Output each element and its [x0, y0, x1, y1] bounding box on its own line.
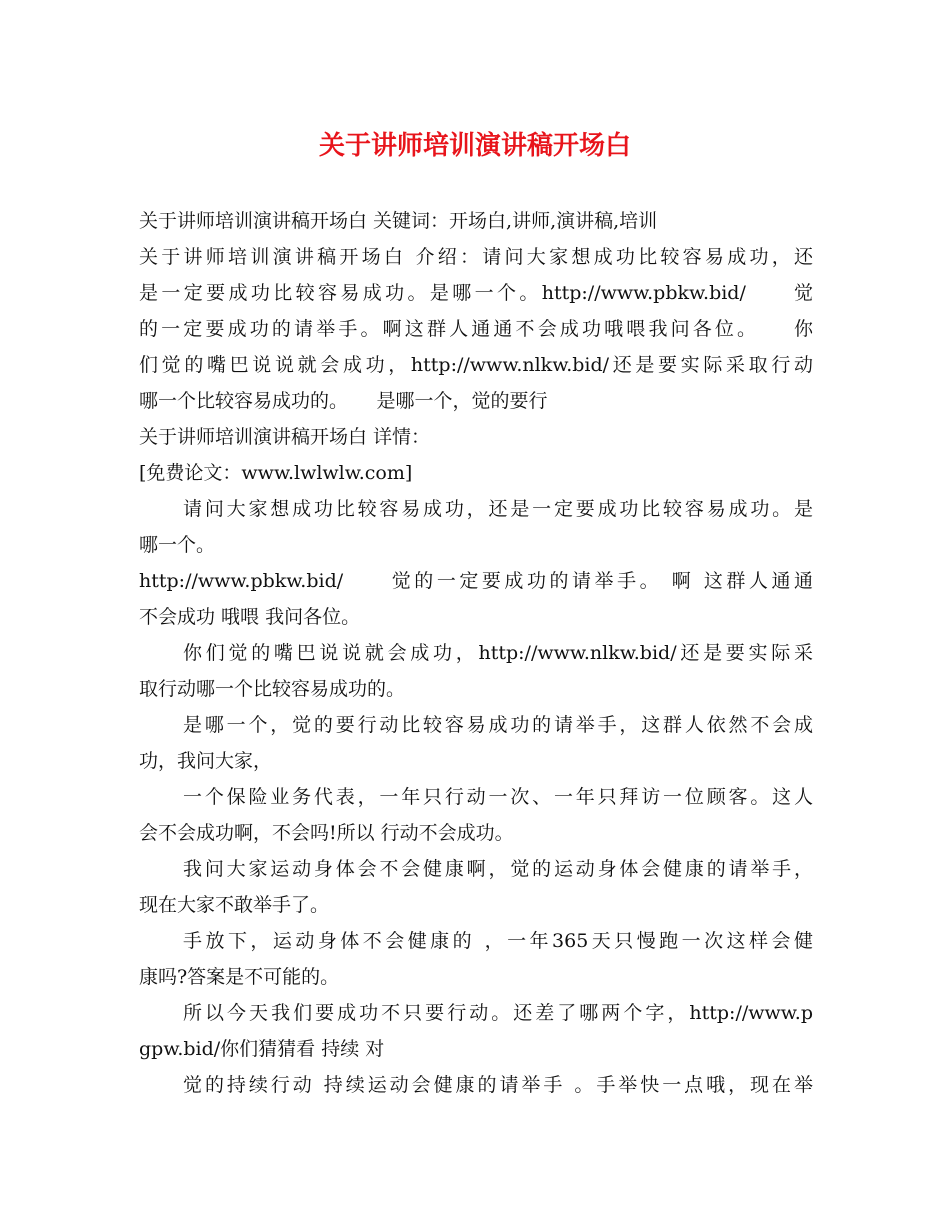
text-line: 我问大家运动身体会不会健康啊，觉的运动身体会健康的请举手， — [183, 858, 813, 880]
text-line: [免费论文：www.lwlwlw.com] — [139, 462, 413, 484]
text-line: 觉的持续行动 持续运动会健康的请举手 。手举快一点哦，现在举 — [183, 1074, 813, 1096]
text-line: http://www.pbkw.bid/ 觉的一定要成功的请举手。 啊 这群人通通 — [139, 570, 813, 592]
text-line: 请问大家想成功比较容易成功，还是一定要成功比较容易成功。是 — [183, 498, 813, 520]
text-line: gpw.bid/你们猜猜看 持续 对 — [139, 1038, 385, 1060]
text-line: 关于讲师培训演讲稿开场白 详情： — [139, 426, 431, 448]
text-line: 康吗?答案是不可能的。 — [139, 966, 340, 988]
text-line: 是一定要成功比较容易成功。是哪一个。http://www.pbkw.bid/ 觉 — [139, 282, 813, 304]
text-line: 是哪一个，觉的要行动比较容易成功的请举手，这群人依然不会成 — [183, 714, 813, 736]
text-line: 关于讲师培训演讲稿开场白 关键词：开场白,讲师,演讲稿,培训 — [139, 210, 658, 232]
text-line: 不会成功 哦喂 我问各位。 — [139, 606, 361, 628]
text-line: 哪一个。 — [139, 534, 216, 556]
document-title: 关于讲师培训演讲稿开场白 — [318, 131, 631, 161]
text-line: 现在大家不敢举手了。 — [139, 894, 330, 916]
text-line: 功，我问大家， — [139, 750, 273, 772]
text-line: 的一定要成功的请举手。啊这群人通通不会成功哦喂我问各位。 你 — [139, 318, 813, 340]
text-line: 一个保险业务代表，一年只行动一次、一年只拜访一位顾客。这人 — [183, 786, 813, 808]
text-line: 所以今天我们要成功不只要行动。还差了哪两个字，http://www.p — [183, 1002, 813, 1024]
text-line: 手放下，运动身体不会健康的 ，一年365天只慢跑一次这样会健 — [183, 930, 813, 952]
text-line: 哪一个比较容易成功的。 是哪一个，觉的要行 — [139, 390, 548, 412]
text-line: 会不会成功啊，不会吗!所以 行动不会成功。 — [139, 822, 514, 844]
text-line: 们觉的嘴巴说说就会成功，http://www.nlkw.bid/还是要实际采取行动 — [139, 354, 813, 376]
document-body — [139, 203, 813, 1103]
text-line: 关于讲师培训演讲稿开场白 介绍：请问大家想成功比较容易成功，还 — [139, 246, 813, 268]
text-line: 取行动哪一个比较容易成功的。 — [139, 678, 406, 700]
text-line: 你们觉的嘴巴说说就会成功，http://www.nlkw.bid/还是要实际采 — [183, 642, 813, 664]
